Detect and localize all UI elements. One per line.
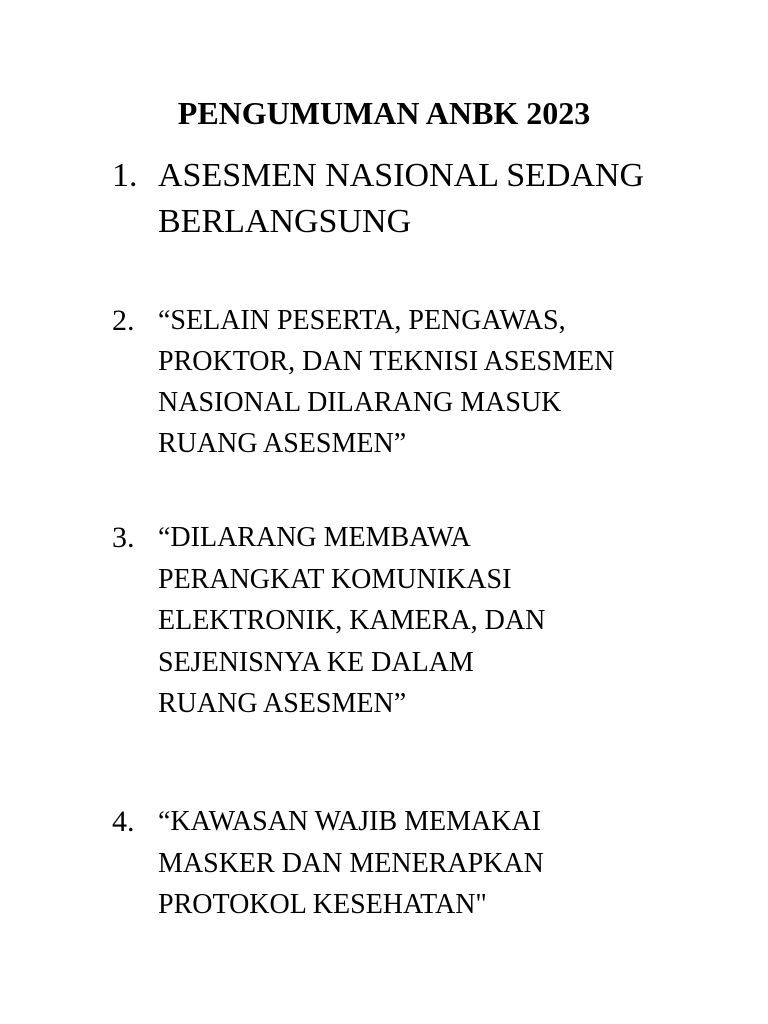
document-title: PENGUMUMAN ANBK 2023	[177, 95, 591, 131]
announcement-item-1	[112, 153, 732, 245]
item-number: 1.	[112, 157, 138, 194]
item-text: “DILARANG MEMBAWA PERANGKAT KOMUNIKASI ELEKTRONIK, KAMERA, DAN SEJENISNYA KE DALAM RUANG ASESMEN”	[158, 522, 546, 719]
item-text: “SELAIN PESERTA, PENGAWAS, PROKTOR, DAN TEKNISI ASESMEN NASIONAL DILARANG MASUK RUANG ASESMEN”	[158, 305, 615, 459]
item-number: 3.	[112, 521, 135, 554]
item-text: ASESMEN NASIONAL SEDANG BERLANGSUNG	[158, 157, 645, 240]
announcement-item-4	[112, 801, 732, 926]
item-text: “KAWASAN WAJIB MEMAKAI MASKER DAN MENERAPKAN PROTOKOL KESEHATAN"	[158, 806, 544, 920]
announcement-item-2	[112, 300, 732, 464]
item-number: 4.	[112, 805, 135, 838]
item-number: 2.	[112, 304, 135, 337]
announcement-item-3	[112, 517, 732, 725]
